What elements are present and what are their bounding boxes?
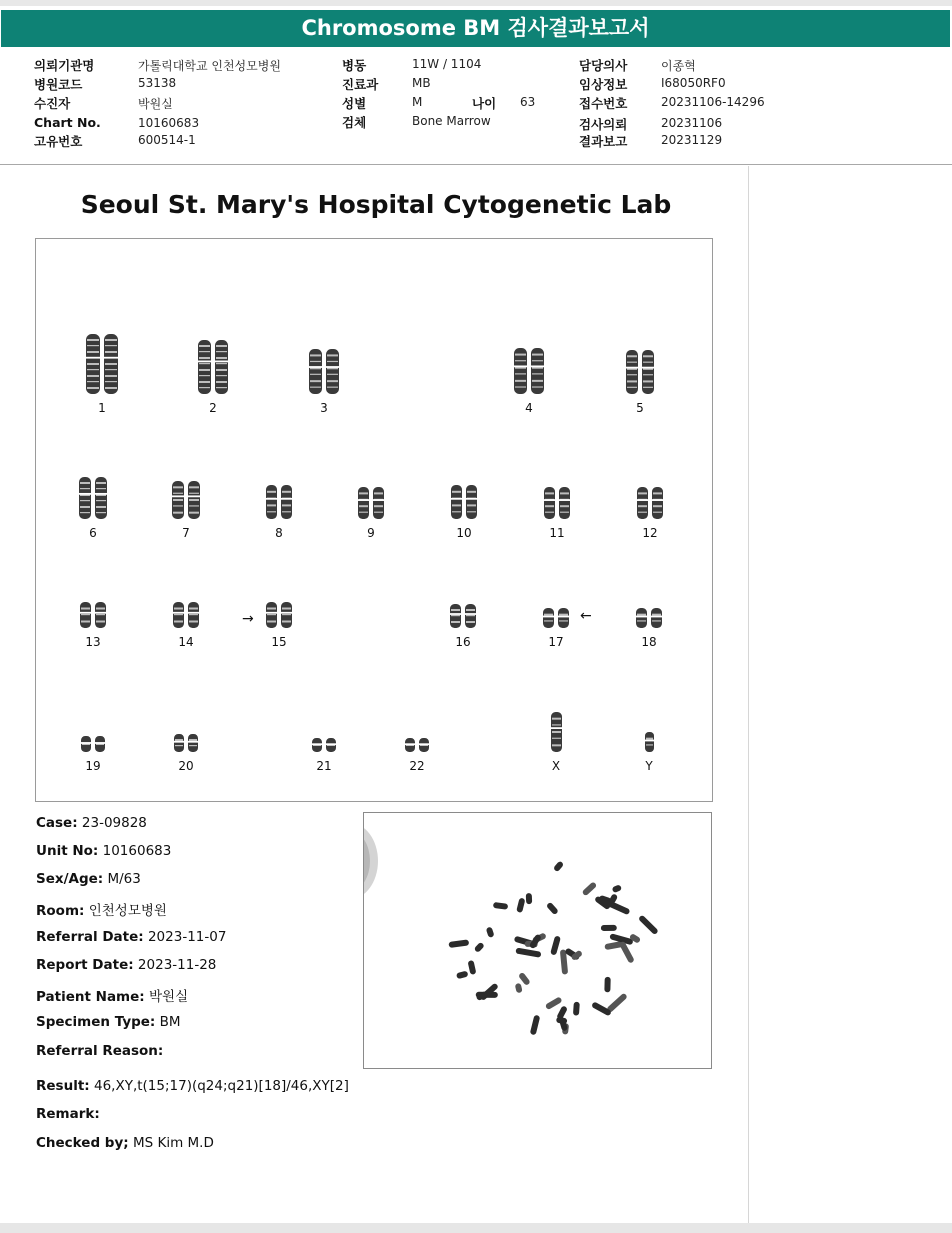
chromosome-pair (542, 486, 572, 520)
info-value: 20231106 (661, 116, 723, 130)
spread-chromosome (619, 941, 635, 964)
room-line: Room: 인천성모병원 (36, 903, 167, 919)
report-date-line: Report Date: 2023-11-28 (36, 957, 217, 973)
sexage-line: Sex/Age: M/63 (36, 871, 141, 887)
spread-chromosome (546, 902, 559, 916)
chromosome-number: 5 (636, 401, 644, 415)
info-value: M (412, 95, 423, 109)
info-value: I68050RF0 (661, 76, 726, 90)
spread-chromosome (612, 884, 623, 893)
info-label: 나이 (472, 96, 497, 111)
chromosome-pair (449, 484, 479, 520)
specimen-line: Specimen Type: BM (36, 1014, 181, 1030)
spread-chromosome (474, 942, 485, 953)
info-value: Bone Marrow (412, 114, 491, 128)
info-label: 결과보고 (579, 134, 628, 149)
info-value: 63 (520, 95, 536, 109)
chromosome-pair (78, 601, 108, 629)
chromosome-number: 21 (316, 759, 332, 773)
info-value: 박원실 (138, 97, 173, 111)
chromosome-pair (448, 603, 478, 629)
remark-line: Remark: (36, 1106, 100, 1122)
arrow-right-icon: → (242, 611, 254, 627)
chromosome-pair (549, 711, 564, 753)
chromosome-pair (172, 733, 200, 753)
chromosome-number: 10 (456, 526, 472, 540)
spread-chromosome (493, 902, 508, 910)
info-value: 11W / 1104 (412, 57, 482, 71)
info-value: 53138 (138, 76, 177, 90)
spread-chromosome (468, 960, 477, 975)
spread-chromosome (515, 948, 541, 958)
chromosome-pair (264, 601, 294, 629)
spread-chromosome (448, 939, 469, 948)
info-value: 이종혁 (661, 59, 696, 73)
info-value: 가톨릭대학교 인천성모병원 (138, 59, 281, 73)
chromosome-pair (643, 731, 656, 753)
chromosome-number: 22 (409, 759, 425, 773)
spread-chromosome (604, 977, 610, 993)
chromosome-pair (84, 333, 120, 395)
info-label: 병동 (342, 58, 367, 73)
page-divider (748, 166, 749, 1223)
chromosome-number: 16 (455, 635, 471, 649)
chromosome-number: 4 (525, 401, 533, 415)
report-title: Chromosome BM 검사결과보고서 (1, 10, 950, 47)
chromosome-pair (171, 601, 201, 629)
referral-reason-line: Referral Reason: (36, 1043, 164, 1059)
chromosome-pair (170, 480, 202, 520)
spread-chromosome (530, 1015, 541, 1036)
chromosome-number: Y (645, 759, 653, 773)
checked-by-line: Checked by; MS Kim M.D (36, 1135, 214, 1151)
chromosome-number: 12 (642, 526, 658, 540)
chromosome-pair (307, 348, 341, 395)
chromosome-pair (512, 347, 546, 395)
spread-chromosome (515, 983, 523, 994)
info-value: 10160683 (138, 116, 200, 130)
info-label: 임상정보 (579, 77, 628, 92)
chromosome-number: 9 (367, 526, 375, 540)
chromosome-number: 8 (275, 526, 283, 540)
chromosome-number: 18 (641, 635, 657, 649)
chromosome-pair (624, 349, 656, 395)
info-label: 검체 (342, 115, 367, 130)
info-value: 600514-1 (138, 133, 196, 147)
info-label: 접수번호 (579, 96, 628, 111)
info-label: 수진자 (34, 96, 71, 111)
spread-chromosome (486, 926, 495, 938)
info-value: 20231129 (661, 133, 723, 147)
spread-chromosome (601, 925, 617, 931)
chromosome-number: 7 (182, 526, 190, 540)
spread-chromosome (638, 914, 659, 935)
info-label: 고유번호 (34, 134, 83, 149)
info-label: 검사의뢰 (579, 117, 628, 132)
chromosome-number: 15 (271, 635, 287, 649)
chromosome-pair (541, 607, 571, 629)
chromosome-pair (79, 735, 107, 753)
info-value: MB (412, 76, 431, 90)
chromosome-number: 1 (98, 401, 106, 415)
chromosome-pair (635, 486, 665, 520)
top-border (0, 0, 952, 6)
patient-name-line: Patient Name: 박원실 (36, 989, 189, 1005)
spread-chromosome (582, 881, 598, 896)
unit-line: Unit No: 10160683 (36, 843, 172, 859)
chromosome-number: 19 (85, 759, 101, 773)
chromosome-number: 2 (209, 401, 217, 415)
spread-chromosome (550, 935, 561, 955)
info-label: 진료과 (342, 77, 379, 92)
lab-title: Seoul St. Mary's Hospital Cytogenetic Lab (80, 190, 672, 219)
spread-chromosome (456, 971, 469, 980)
info-label: 담당의사 (579, 58, 628, 73)
chromosome-pair (634, 607, 664, 629)
metaphase-image (363, 812, 712, 1069)
chromosome-pair (356, 486, 386, 520)
chromosome-pair (310, 737, 338, 753)
info-value: 20231106-14296 (661, 95, 765, 109)
chromosome-number: X (551, 759, 561, 773)
chromosome-pair (403, 737, 431, 753)
info-label: 의뢰기관명 (34, 58, 95, 73)
chromosome-number: 20 (178, 759, 194, 773)
chromosome-pair (77, 476, 109, 520)
arrow-left-icon: ← (580, 608, 592, 624)
chromosome-pair (264, 484, 294, 520)
spread-chromosome (516, 898, 525, 913)
spread-chromosome (545, 996, 563, 1010)
chromosome-number: 11 (549, 526, 565, 540)
bottom-border (0, 1223, 952, 1233)
karyotype-panel (35, 238, 713, 802)
referral-date-line: Referral Date: 2023-11-07 (36, 929, 227, 945)
info-label: 병원코드 (34, 77, 83, 92)
chromosome-number: 13 (85, 635, 101, 649)
info-label: Chart No. (34, 115, 101, 130)
chromosome-pair (196, 339, 230, 395)
chromosome-number: 6 (89, 526, 97, 540)
chromosome-number: 3 (320, 401, 328, 415)
spread-chromosome (573, 1002, 580, 1016)
result-line: Result: 46,XY,t(15;17)(q24;q21)[18]/46,XY[2] (36, 1078, 349, 1094)
case-line: Case: 23-09828 (36, 815, 147, 831)
chromosome-number: 14 (178, 635, 194, 649)
spread-chromosome (553, 860, 564, 872)
info-label: 성별 (342, 96, 367, 111)
spread-chromosome (526, 893, 532, 904)
patient-info-header (0, 48, 952, 165)
chromosome-number: 17 (548, 635, 564, 649)
